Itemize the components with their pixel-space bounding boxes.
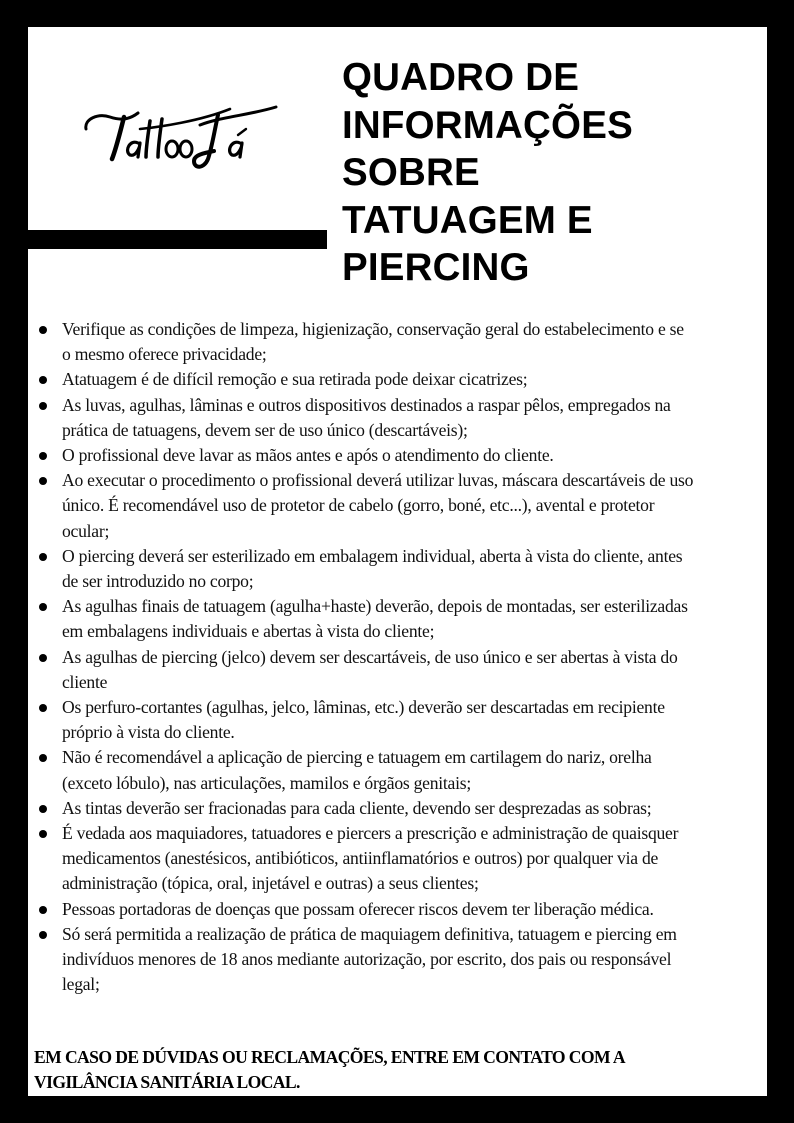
list-item: Os perfuro-cortantes (agulhas, jelco, lâminas, etc.) deverão ser descartadas em recipiente próprio à vista do cliente. (28, 695, 767, 745)
title-line: INFORMAÇÕES (342, 103, 633, 147)
list-item: As tintas deverão ser fracionadas para cada cliente, devendo ser desprezadas as sobras; (28, 796, 767, 821)
tattooja-logo (80, 99, 280, 174)
bullet-icon (39, 754, 47, 762)
list-item: Pessoas portadoras de doenças que possam oferecer riscos devem ter liberação médica. (28, 897, 767, 922)
bullet-icon (39, 704, 47, 712)
bullet-icon (39, 931, 47, 939)
info-poster (28, 27, 767, 1096)
title-line: QUADRO DE (342, 56, 580, 99)
list-item: Não é recomendável a aplicação de piercing e tatuagem em cartilagem do nariz, orelha (exceto lóbulo), nas articulações, mamilos e órgãos genitais; (28, 745, 767, 795)
list-item: Ao executar o procedimento o profissional deverá utilizar luvas, máscara descartáveis de uso único. É recomendável uso de protetor de cabelo (gorro, boné, etc...), avental e protetor ocular; (28, 468, 767, 544)
bullet-icon (39, 654, 47, 662)
bullet-icon (39, 906, 47, 914)
bullet-icon (39, 452, 47, 460)
list-item: Atatuagem é de difícil remoção e sua retirada pode deixar cicatrizes; (28, 367, 767, 392)
footer-line: EM CASO DE DÚVIDAS OU RECLAMAÇÕES, ENTRE EM CONTATO COM A (34, 1047, 625, 1067)
list-item: As luvas, agulhas, lâminas e outros dispositivos destinados a raspar pêlos, empregados na prática de tatuagens, devem ser de uso único (descartáveis); (28, 393, 767, 443)
bullet-icon (39, 805, 47, 813)
list-item: As agulhas finais de tatuagem (agulha+haste) deverão, depois de montadas, ser esterilizadas em embalagens individuais e abertas à vista do cliente; (28, 594, 767, 644)
list-item: As agulhas de piercing (jelco) devem ser descartáveis, de uso único e ser abertas à vista do cliente (28, 645, 767, 695)
title-line: TATUAGEM E (342, 198, 593, 242)
bullet-icon (39, 402, 47, 410)
bullet-icon (39, 553, 47, 561)
list-item: É vedada aos maquiadores, tatuadores e piercers a prescrição e administração de quaisquer medicamentos (anestésicos, antibióticos, antiinflamatórios e outros) por qualquer via de administração (tópica, oral, injetável e outras) a seus clientes; (28, 821, 767, 897)
bullet-icon (39, 326, 47, 334)
title-line: PIERCING (342, 246, 530, 289)
list-item: Só será permitida a realização de prática de maquiagem definitiva, tatuagem e piercing em indivíduos menores de 18 anos mediante autorização, por escrito, dos pais ou responsável legal; (28, 922, 767, 998)
info-list (28, 317, 767, 997)
list-item: O piercing deverá ser esterilizado em embalagem individual, aberta à vista do cliente, antes de ser introduzido no corpo; (28, 544, 767, 594)
bullet-icon (39, 603, 47, 611)
contact-notice (34, 1045, 625, 1095)
page-title (342, 54, 633, 292)
header-divider-bar (28, 230, 327, 249)
list-item: O profissional deve lavar as mãos antes e após o atendimento do cliente. (28, 443, 767, 468)
list-item: Verifique as condições de limpeza, higienização, conservação geral do estabelecimento e se o mesmo oferece privacidade; (28, 317, 767, 367)
bullet-icon (39, 830, 47, 838)
tattooja-script-logo-icon (80, 99, 280, 174)
footer-line: VIGILÂNCIA SANITÁRIA LOCAL. (34, 1072, 300, 1092)
bullet-icon (39, 376, 47, 384)
bullet-icon (39, 477, 47, 485)
title-line: SOBRE (342, 151, 480, 194)
